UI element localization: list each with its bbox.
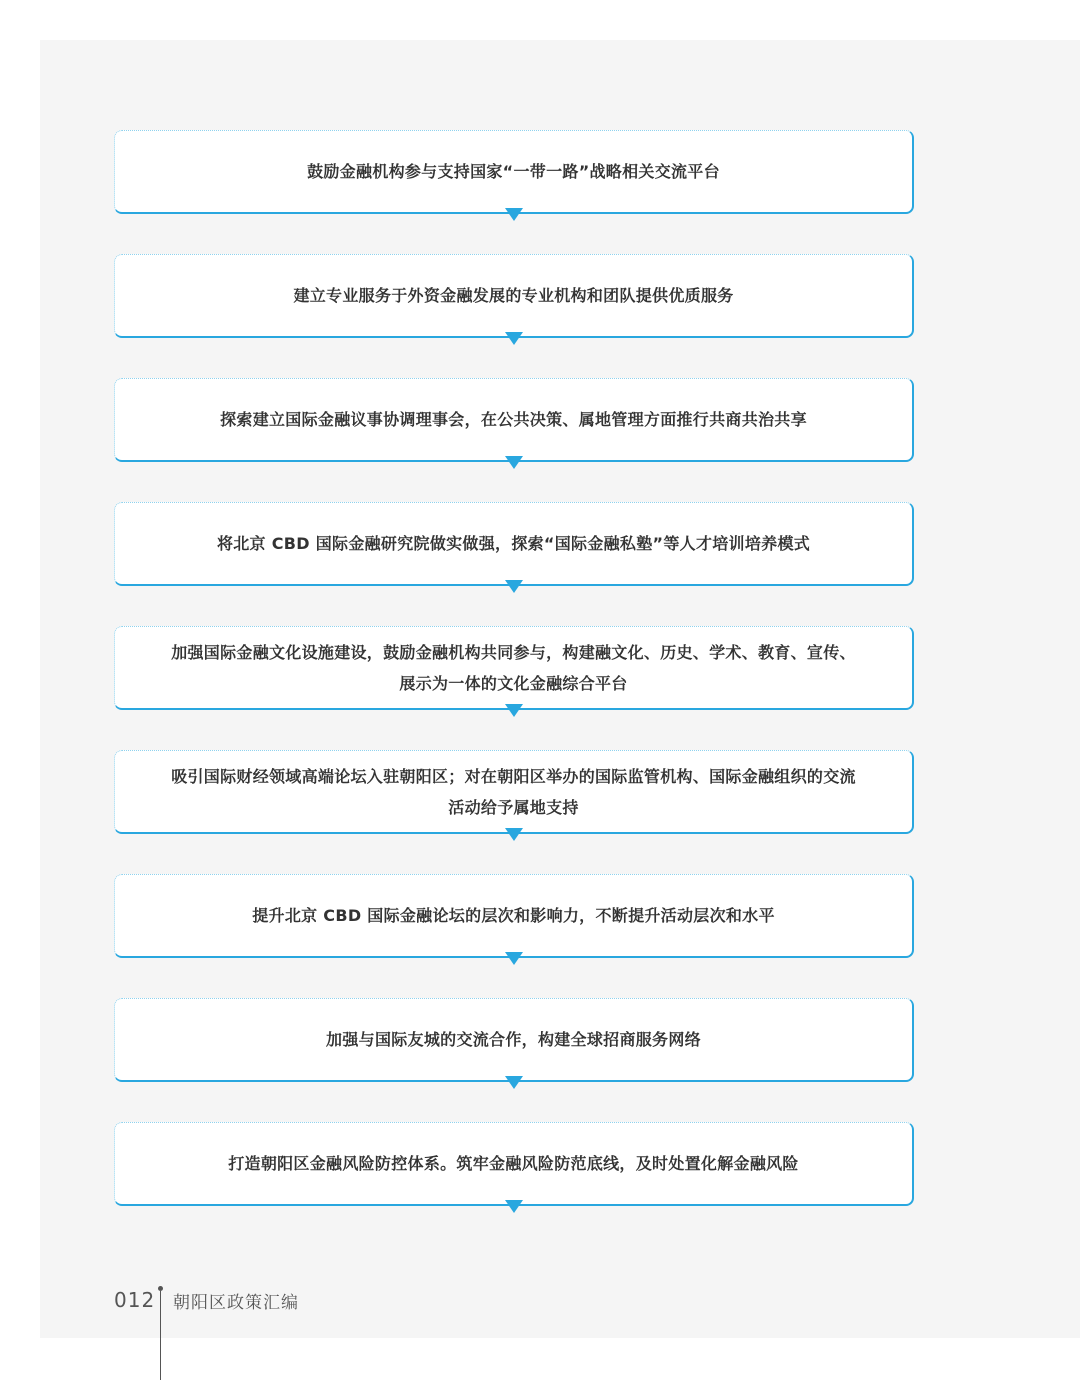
down-arrow-icon	[505, 952, 523, 965]
flow-text-7: 提升北京 CBD 国际金融论坛的层次和影响力，不断提升活动层次和水平	[252, 906, 775, 925]
down-arrow-icon	[505, 208, 523, 221]
flow-text-2: 建立专业服务于外资金融发展的专业机构和团队提供优质服务	[293, 286, 734, 305]
flow-box-5	[114, 626, 914, 710]
flow-box-1	[114, 130, 914, 214]
flow-box-8	[114, 998, 914, 1082]
down-arrow-icon	[505, 580, 523, 593]
footer-title: 朝阳区政策汇编	[173, 1293, 299, 1313]
down-arrow-icon	[505, 704, 523, 717]
down-arrow-icon	[505, 1076, 523, 1089]
flow-text-4: 将北京 CBD 国际金融研究院做实做强，探索“国际金融私塾”等人才培训培养模式	[216, 534, 811, 553]
flow-text-6: 吸引国际财经领域高端论坛入驻朝阳区；对在朝阳区举办的国际监管机构、国际金融组织的交流活动给予属地支持	[171, 766, 856, 817]
flow-box-3	[114, 378, 914, 462]
flow-text-5: 加强国际金融文化设施建设，鼓励金融机构共同参与，构建融文化、历史、学术、教育、宣传、展示为一体的文化金融综合平台	[171, 642, 856, 693]
flow-box-9	[114, 1122, 914, 1206]
page-number: 012	[114, 1288, 156, 1312]
flow-text-9: 打造朝阳区金融风险防控体系。筑牢金融风险防范底线，及时处置化解金融风险	[228, 1154, 799, 1173]
footer-divider	[160, 1291, 161, 1380]
down-arrow-icon	[505, 828, 523, 841]
flow-box-4	[114, 502, 914, 586]
down-arrow-icon	[505, 456, 523, 469]
flow-box-7	[114, 874, 914, 958]
flow-box-6	[114, 750, 914, 834]
down-arrow-icon	[505, 1200, 523, 1213]
flow-text-1: 鼓励金融机构参与支持国家“一带一路”战略相关交流平台	[307, 162, 720, 181]
flow-box-2	[114, 254, 914, 338]
down-arrow-icon	[505, 332, 523, 345]
flow-text-3: 探索建立国际金融议事协调理事会，在公共决策、属地管理方面推行共商共治共享	[220, 410, 807, 429]
flow-text-8: 加强与国际友城的交流合作，构建全球招商服务网络	[326, 1030, 701, 1049]
